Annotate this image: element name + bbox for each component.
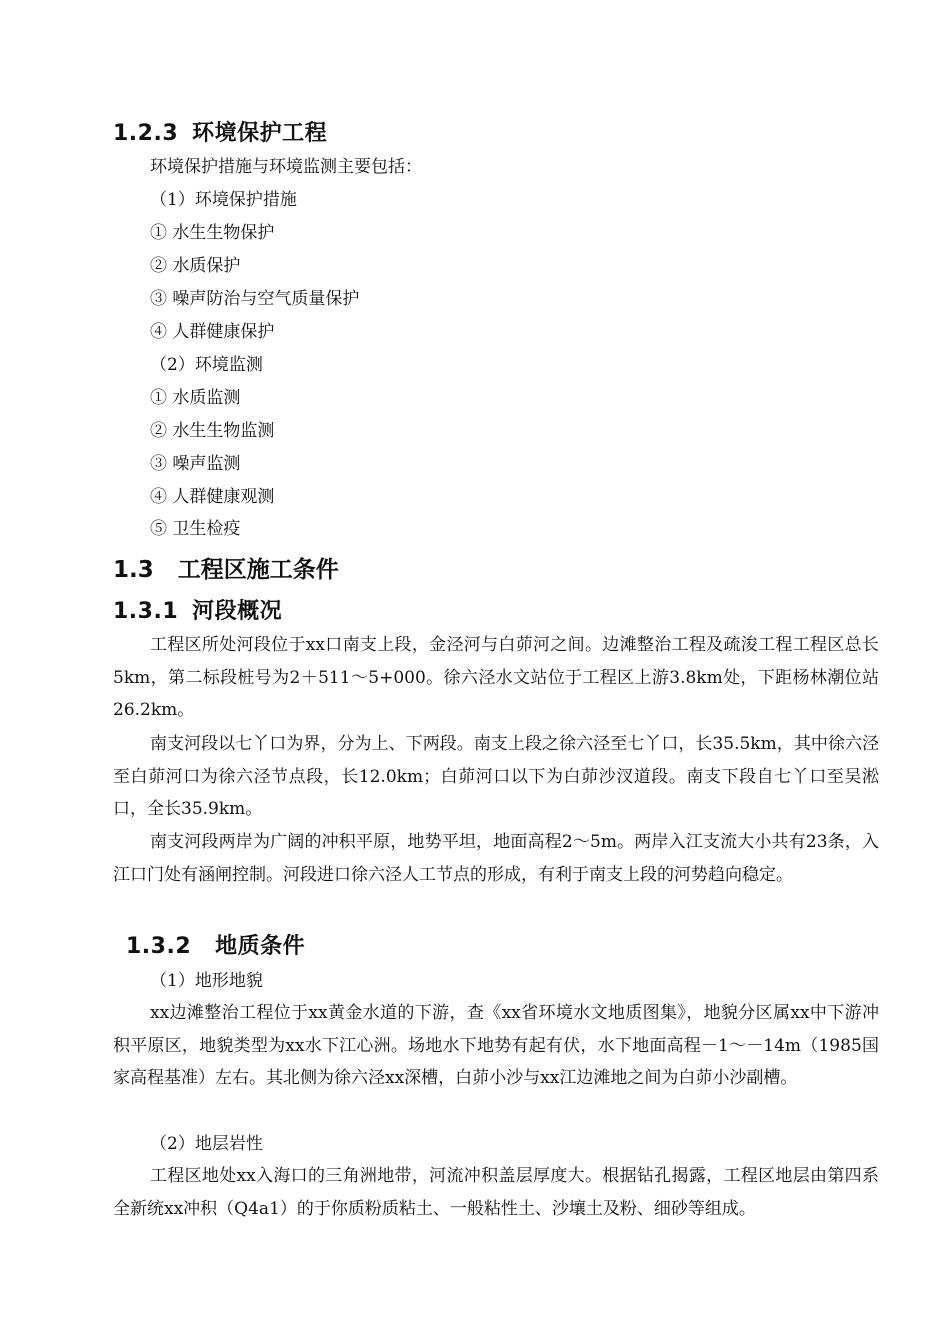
paragraph: xx边滩整治工程位于xx黄金水道的下游，查《xx省环境水文地质图集》，地貌分区属xx中下游冲积平原区，地貌类型为xx水下江心洲。场地水下地势有起有伏，水下地面高程－1～－14m（1985国家高程基准）左右。其北侧为徐六泾xx深槽，白茆小沙与xx江边滩地之间为白茆小沙副槽。 (113, 1003, 879, 1089)
paragraph: 工程区地处xx入海口的三角洲地带，河流冲积盖层厚度大。根据钻孔揭露，工程区地层由第四系全新统xx冲积（Q4a1）的于你质粉质粘土、一般粘性土、沙壤土及粉、细砂等组成。 (113, 1166, 879, 1219)
heading-number: 1.2.3 (113, 121, 179, 146)
list-item: ② 水质保护 (150, 256, 241, 276)
list-item: ④ 人群健康保护 (150, 322, 275, 342)
list-item: ③ 噪声监测 (150, 454, 241, 474)
list-item: ① 水生生物保护 (150, 223, 275, 243)
heading-1-3-1 (113, 594, 282, 625)
paragraph: 工程区所处河段位于xx口南支上段，金泾河与白茆河之间。边滩整治工程及疏浚工程工程区总长5km，第二标段桩号为2＋511～5+000。徐六泾水文站位于工程区上游3.8km处，下距杨林潮位站26.2km。 (113, 635, 879, 721)
list-item: ② 水生生物监测 (150, 421, 275, 441)
subsection-title-terrain: （1）地形地貌 (150, 971, 263, 991)
heading-number: 1.3 (113, 557, 154, 583)
heading-1-3-2 (126, 929, 305, 960)
heading-title: 地质条件 (215, 934, 306, 959)
intro-line: 环境保护措施与环境监测主要包括： (150, 157, 422, 177)
list-item: ③ 噪声防治与空气质量保护 (150, 289, 360, 309)
heading-1-2-3 (113, 116, 327, 147)
paragraph: 南支河段两岸为广阔的冲积平原，地势平坦，地面高程2～5m。两岸入江支流大小共有23条，入江口门处有涵闸控制。河段进口徐六泾人工节点的形成，有利于南支上段的河势趋向稳定。 (113, 832, 879, 885)
subsection-title-lithology: （2）地层岩性 (150, 1134, 263, 1154)
heading-title: 环境保护工程 (192, 121, 328, 146)
group-title-monitoring: （2）环境监测 (150, 355, 263, 375)
heading-title: 工程区施工条件 (177, 557, 339, 583)
list-item: ⑤ 卫生检疫 (150, 519, 241, 539)
heading-number: 1.3.2 (126, 934, 192, 959)
heading-1-3 (113, 551, 339, 584)
paragraph: 南支河段以七丫口为界，分为上、下两段。南支上段之徐六泾至七丫口，长35.5km，其中徐六泾至白茆河口为徐六泾节点段，长12.0km；白茆河口以下为白茆沙汊道段。南支下段自七丫口至吴淞口，全长35.9km。 (113, 734, 879, 820)
heading-number: 1.3.1 (113, 599, 179, 624)
list-item: ④ 人群健康观测 (150, 487, 275, 507)
list-item: ① 水质监测 (150, 388, 241, 408)
group-title-protection: （1）环境保护措施 (150, 190, 297, 210)
heading-title: 河段概况 (192, 599, 283, 624)
